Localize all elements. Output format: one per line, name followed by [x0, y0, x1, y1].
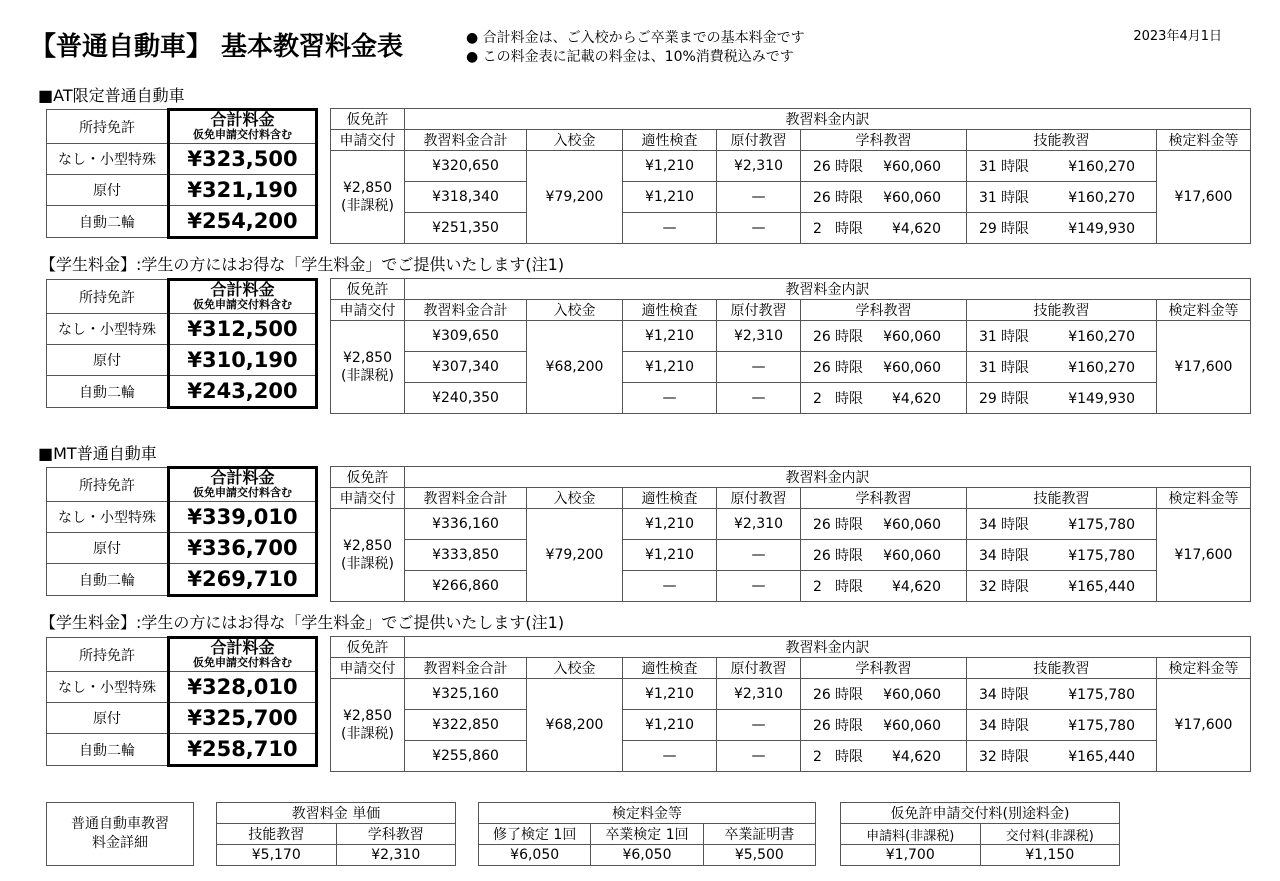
skill-hours: 34: [979, 718, 997, 734]
academic-hours: 26: [813, 329, 831, 345]
license-name: なし・小型特殊: [47, 502, 169, 533]
col-academic: 学科教習: [801, 300, 967, 321]
col-skill: 技能教習: [967, 488, 1157, 509]
karimen-fee-c1: 申請料(非課税): [841, 824, 981, 845]
academic-value: ¥60,060: [883, 190, 941, 206]
academic-fee: [801, 710, 967, 741]
breakdown-table: [330, 108, 1251, 244]
skill-hours: 29: [979, 391, 997, 407]
col-admission: 入校金: [527, 130, 623, 151]
academic-hours: 2: [813, 221, 822, 237]
karimen-note: (非課税): [341, 726, 394, 742]
academic-value: ¥4,620: [892, 391, 941, 407]
breakdown-header: 教習料金内訳: [405, 279, 1251, 300]
col-aptitude: 適性検査: [623, 130, 717, 151]
col-course-total: 教習料金合計: [405, 300, 527, 321]
exam-fee: ¥17,600: [1157, 321, 1251, 414]
unit-price-table: [216, 802, 456, 866]
skill-fee: [967, 383, 1157, 414]
detail-label-line1: 普通自動車教習: [71, 816, 169, 832]
moped-fee: —: [717, 383, 801, 414]
moped-fee: —: [717, 571, 801, 602]
course-total: ¥251,350: [405, 213, 527, 244]
total-header: [169, 110, 317, 144]
hour-unit: 時限: [835, 391, 863, 407]
academic-fee: [801, 213, 967, 244]
course-total: ¥240,350: [405, 383, 527, 414]
col-admission: 入校金: [527, 658, 623, 679]
karimen-header-1: 仮免許: [331, 637, 405, 658]
academic-value: ¥60,060: [883, 517, 941, 533]
aptitude-fee: —: [623, 571, 717, 602]
col-academic: 学科教習: [801, 488, 967, 509]
karimen-fee-cell: [331, 679, 405, 772]
total-value: ¥321,190: [169, 175, 317, 206]
academic-value: ¥60,060: [883, 687, 941, 703]
karimen-fee: ¥2,850: [343, 180, 392, 196]
moped-fee: —: [717, 213, 801, 244]
breakdown-table: [330, 278, 1251, 414]
academic-value: ¥4,620: [892, 579, 941, 595]
col-academic: 学科教習: [801, 658, 967, 679]
col-exam: 検定料金等: [1157, 130, 1251, 151]
exam-fee-table: [478, 802, 816, 866]
col-moped: 原付教習: [717, 130, 801, 151]
skill-value: ¥165,440: [1068, 749, 1135, 765]
course-total: ¥336,160: [405, 509, 527, 540]
aptitude-fee: ¥1,210: [623, 679, 717, 710]
academic-hours: 2: [813, 579, 822, 595]
aptitude-fee: ¥1,210: [623, 321, 717, 352]
admission-fee: ¥79,200: [527, 151, 623, 244]
admission-fee: ¥68,200: [527, 321, 623, 414]
karimen-note: (非課税): [341, 556, 394, 572]
academic-fee: [801, 571, 967, 602]
academic-fee: [801, 151, 967, 182]
skill-hours: 29: [979, 221, 997, 237]
academic-fee: [801, 352, 967, 383]
moped-fee: —: [717, 710, 801, 741]
total-header-sub: 仮免申請交付料含む: [193, 486, 292, 499]
skill-hours: 34: [979, 687, 997, 703]
col-course-total: 教習料金合計: [405, 130, 527, 151]
breakdown-header: 教習料金内訳: [405, 637, 1251, 658]
total-header: [169, 468, 317, 502]
total-value: ¥310,190: [169, 345, 317, 376]
total-table: [46, 466, 318, 597]
skill-value: ¥160,270: [1068, 159, 1135, 175]
academic-hours: 26: [813, 517, 831, 533]
course-total: ¥318,340: [405, 182, 527, 213]
skill-fee: [967, 151, 1157, 182]
detail-label-box: [46, 802, 194, 866]
academic-value: ¥60,060: [883, 159, 941, 175]
karimen-header-1: 仮免許: [331, 467, 405, 488]
skill-fee: [967, 352, 1157, 383]
course-total: ¥266,860: [405, 571, 527, 602]
exam-fee: ¥17,600: [1157, 151, 1251, 244]
unit-academic-value: ¥2,310: [336, 845, 456, 866]
hour-unit: 時限: [1001, 548, 1029, 564]
moped-fee: —: [717, 540, 801, 571]
course-total: ¥309,650: [405, 321, 527, 352]
admission-fee: ¥79,200: [527, 509, 623, 602]
page-title: 【普通自動車】 基本教習料金表: [30, 32, 404, 62]
hour-unit: 時限: [1001, 391, 1029, 407]
skill-value: ¥165,440: [1068, 579, 1135, 595]
total-header-sub: 仮免申請交付料含む: [193, 656, 292, 669]
license-name: 原付: [47, 533, 169, 564]
license-name: 自動二輪: [47, 206, 169, 238]
skill-value: ¥175,780: [1068, 718, 1135, 734]
hour-unit: 時限: [835, 749, 863, 765]
skill-fee: [967, 741, 1157, 772]
karimen-note: (非課税): [341, 368, 394, 384]
skill-value: ¥160,270: [1068, 329, 1135, 345]
academic-fee: [801, 540, 967, 571]
exam-fee-v3: ¥5,500: [703, 845, 815, 866]
academic-fee: [801, 741, 967, 772]
col-skill: 技能教習: [967, 658, 1157, 679]
skill-hours: 32: [979, 749, 997, 765]
moped-fee: ¥2,310: [717, 321, 801, 352]
col-course-total: 教習料金合計: [405, 658, 527, 679]
col-aptitude: 適性検査: [623, 488, 717, 509]
aptitude-fee: ¥1,210: [623, 151, 717, 182]
note-total: ● 合計料金は、ご入校からご卒業までの基本料金です: [466, 30, 805, 46]
academic-hours: 26: [813, 190, 831, 206]
aptitude-fee: ¥1,210: [623, 182, 717, 213]
karimen-fee-v2: ¥1,150: [980, 845, 1120, 866]
exam-fee-v2: ¥6,050: [591, 845, 703, 866]
academic-hours: 26: [813, 548, 831, 564]
moped-fee: —: [717, 741, 801, 772]
student-price-note: 【学生料金】:学生の方にはお得な「学生料金」でご提供いたします(注1): [40, 613, 565, 632]
aptitude-fee: ¥1,210: [623, 540, 717, 571]
skill-hours: 31: [979, 159, 997, 175]
skill-hours: 32: [979, 579, 997, 595]
total-value: ¥312,500: [169, 314, 317, 345]
license-name: なし・小型特殊: [47, 144, 169, 175]
license-name: なし・小型特殊: [47, 314, 169, 345]
hour-unit: 時限: [835, 548, 863, 564]
academic-hours: 26: [813, 360, 831, 376]
skill-fee: [967, 509, 1157, 540]
license-name: 原付: [47, 345, 169, 376]
admission-fee: ¥68,200: [527, 679, 623, 772]
hour-unit: 時限: [1001, 159, 1029, 175]
hour-unit: 時限: [835, 579, 863, 595]
hour-unit: 時限: [1001, 718, 1029, 734]
skill-fee: [967, 679, 1157, 710]
academic-value: ¥60,060: [883, 548, 941, 564]
skill-value: ¥175,780: [1068, 517, 1135, 533]
moped-fee: ¥2,310: [717, 151, 801, 182]
license-name: なし・小型特殊: [47, 672, 169, 703]
academic-fee: [801, 509, 967, 540]
academic-value: ¥4,620: [892, 221, 941, 237]
hour-unit: 時限: [1001, 749, 1029, 765]
exam-fee-c1: 修了検定 1回: [479, 824, 591, 845]
total-value: ¥258,710: [169, 734, 317, 766]
karimen-fee-c2: 交付料(非課税): [980, 824, 1120, 845]
course-total: ¥320,650: [405, 151, 527, 182]
skill-fee: [967, 321, 1157, 352]
karimen-header-2: 申請交付: [331, 130, 405, 151]
karimen-header-2: 申請交付: [331, 658, 405, 679]
breakdown-table: [330, 466, 1251, 602]
hour-unit: 時限: [1001, 329, 1029, 345]
license-header: 所持免許: [47, 638, 169, 672]
total-value: ¥254,200: [169, 206, 317, 238]
section-heading: ■AT限定普通自動車: [38, 86, 185, 105]
academic-value: ¥60,060: [883, 360, 941, 376]
course-total: ¥307,340: [405, 352, 527, 383]
issue-date: 2023年4月1日: [1133, 29, 1222, 44]
academic-fee: [801, 679, 967, 710]
aptitude-fee: —: [623, 383, 717, 414]
breakdown-header: 教習料金内訳: [405, 109, 1251, 130]
aptitude-fee: ¥1,210: [623, 352, 717, 383]
skill-fee: [967, 213, 1157, 244]
moped-fee: ¥2,310: [717, 509, 801, 540]
academic-fee: [801, 383, 967, 414]
skill-value: ¥175,780: [1068, 687, 1135, 703]
total-value: ¥325,700: [169, 703, 317, 734]
hour-unit: 時限: [835, 190, 863, 206]
karimen-fee: ¥2,850: [343, 350, 392, 366]
aptitude-fee: ¥1,210: [623, 509, 717, 540]
col-course-total: 教習料金合計: [405, 488, 527, 509]
license-header: 所持免許: [47, 468, 169, 502]
exam-fee-c3: 卒業証明書: [703, 824, 815, 845]
note-tax: ● この料金表に記載の料金は、10%消費税込みです: [466, 49, 794, 65]
karimen-fee: ¥2,850: [343, 708, 392, 724]
academic-hours: 26: [813, 159, 831, 175]
total-header: [169, 280, 317, 314]
hour-unit: 時限: [1001, 221, 1029, 237]
total-table: [46, 636, 318, 767]
academic-hours: 26: [813, 687, 831, 703]
course-total: ¥322,850: [405, 710, 527, 741]
hour-unit: 時限: [835, 718, 863, 734]
academic-hours: 26: [813, 718, 831, 734]
skill-value: ¥160,270: [1068, 190, 1135, 206]
license-header: 所持免許: [47, 280, 169, 314]
col-skill: 技能教習: [967, 130, 1157, 151]
total-value: ¥339,010: [169, 502, 317, 533]
col-moped: 原付教習: [717, 658, 801, 679]
academic-hours: 2: [813, 749, 822, 765]
license-name: 原付: [47, 703, 169, 734]
col-skill: 技能教習: [967, 300, 1157, 321]
academic-fee: [801, 321, 967, 352]
karimen-header-2: 申請交付: [331, 488, 405, 509]
total-header-title: 合計料金: [210, 638, 275, 657]
unit-academic-label: 学科教習: [336, 824, 456, 845]
karimen-fee-cell: [331, 509, 405, 602]
license-name: 自動二輪: [47, 734, 169, 766]
total-header-sub: 仮免申請交付料含む: [193, 298, 292, 311]
hour-unit: 時限: [1001, 517, 1029, 533]
skill-hours: 31: [979, 360, 997, 376]
skill-fee: [967, 710, 1157, 741]
skill-hours: 34: [979, 517, 997, 533]
col-academic: 学科教習: [801, 130, 967, 151]
academic-value: ¥60,060: [883, 718, 941, 734]
total-header-title: 合計料金: [210, 110, 275, 129]
skill-fee: [967, 540, 1157, 571]
col-exam: 検定料金等: [1157, 658, 1251, 679]
academic-value: ¥4,620: [892, 749, 941, 765]
total-value: ¥269,710: [169, 564, 317, 596]
total-header-title: 合計料金: [210, 280, 275, 299]
hour-unit: 時限: [835, 360, 863, 376]
karimen-header-2: 申請交付: [331, 300, 405, 321]
karimen-fee-cell: [331, 151, 405, 244]
col-moped: 原付教習: [717, 300, 801, 321]
academic-hours: 2: [813, 391, 822, 407]
skill-hours: 31: [979, 329, 997, 345]
exam-fee-title: 検定料金等: [479, 803, 816, 824]
col-moped: 原付教習: [717, 488, 801, 509]
col-aptitude: 適性検査: [623, 300, 717, 321]
col-exam: 検定料金等: [1157, 300, 1251, 321]
karimen-note: (非課税): [341, 198, 394, 214]
col-exam: 検定料金等: [1157, 488, 1251, 509]
hour-unit: 時限: [1001, 190, 1029, 206]
unit-skill-label: 技能教習: [217, 824, 337, 845]
skill-value: ¥160,270: [1068, 360, 1135, 376]
karimen-fee: ¥2,850: [343, 538, 392, 554]
hour-unit: 時限: [835, 159, 863, 175]
karimen-header-1: 仮免許: [331, 109, 405, 130]
skill-value: ¥149,930: [1068, 221, 1135, 237]
license-name: 自動二輪: [47, 376, 169, 408]
total-value: ¥336,700: [169, 533, 317, 564]
unit-skill-value: ¥5,170: [217, 845, 337, 866]
col-aptitude: 適性検査: [623, 658, 717, 679]
course-total: ¥333,850: [405, 540, 527, 571]
moped-fee: —: [717, 352, 801, 383]
skill-fee: [967, 182, 1157, 213]
karimen-header-1: 仮免許: [331, 279, 405, 300]
exam-fee-v1: ¥6,050: [479, 845, 591, 866]
skill-fee: [967, 571, 1157, 602]
hour-unit: 時限: [1001, 360, 1029, 376]
unit-price-title: 教習料金 単価: [217, 803, 456, 824]
course-total: ¥325,160: [405, 679, 527, 710]
hour-unit: 時限: [835, 221, 863, 237]
aptitude-fee: ¥1,210: [623, 710, 717, 741]
total-table: [46, 108, 318, 239]
total-header-sub: 仮免申請交付料含む: [193, 128, 292, 141]
hour-unit: 時限: [1001, 579, 1029, 595]
skill-hours: 34: [979, 548, 997, 564]
license-name: 自動二輪: [47, 564, 169, 596]
student-price-note: 【学生料金】:学生の方にはお得な「学生料金」でご提供いたします(注1): [40, 255, 565, 274]
license-header: 所持免許: [47, 110, 169, 144]
skill-value: ¥149,930: [1068, 391, 1135, 407]
exam-fee: ¥17,600: [1157, 509, 1251, 602]
total-value: ¥328,010: [169, 672, 317, 703]
hour-unit: 時限: [835, 517, 863, 533]
academic-value: ¥60,060: [883, 329, 941, 345]
col-admission: 入校金: [527, 300, 623, 321]
course-total: ¥255,860: [405, 741, 527, 772]
aptitude-fee: —: [623, 213, 717, 244]
total-header-title: 合計料金: [210, 468, 275, 487]
karimen-fee-cell: [331, 321, 405, 414]
karimen-fee-v1: ¥1,700: [841, 845, 981, 866]
breakdown-header: 教習料金内訳: [405, 467, 1251, 488]
total-table: [46, 278, 318, 409]
skill-hours: 31: [979, 190, 997, 206]
total-value: ¥243,200: [169, 376, 317, 408]
skill-value: ¥175,780: [1068, 548, 1135, 564]
karimen-fee-title: 仮免許申請交付料(別途料金): [841, 803, 1120, 824]
exam-fee: ¥17,600: [1157, 679, 1251, 772]
col-admission: 入校金: [527, 488, 623, 509]
hour-unit: 時限: [835, 329, 863, 345]
hour-unit: 時限: [1001, 687, 1029, 703]
license-name: 原付: [47, 175, 169, 206]
breakdown-table: [330, 636, 1251, 772]
moped-fee: ¥2,310: [717, 679, 801, 710]
academic-fee: [801, 182, 967, 213]
total-header: [169, 638, 317, 672]
section-heading: ■MT普通自動車: [38, 444, 157, 463]
hour-unit: 時限: [835, 687, 863, 703]
exam-fee-c2: 卒業検定 1回: [591, 824, 703, 845]
total-value: ¥323,500: [169, 144, 317, 175]
moped-fee: —: [717, 182, 801, 213]
aptitude-fee: —: [623, 741, 717, 772]
karimen-fee-table: [840, 802, 1120, 866]
detail-label-line2: 料金詳細: [92, 835, 148, 851]
